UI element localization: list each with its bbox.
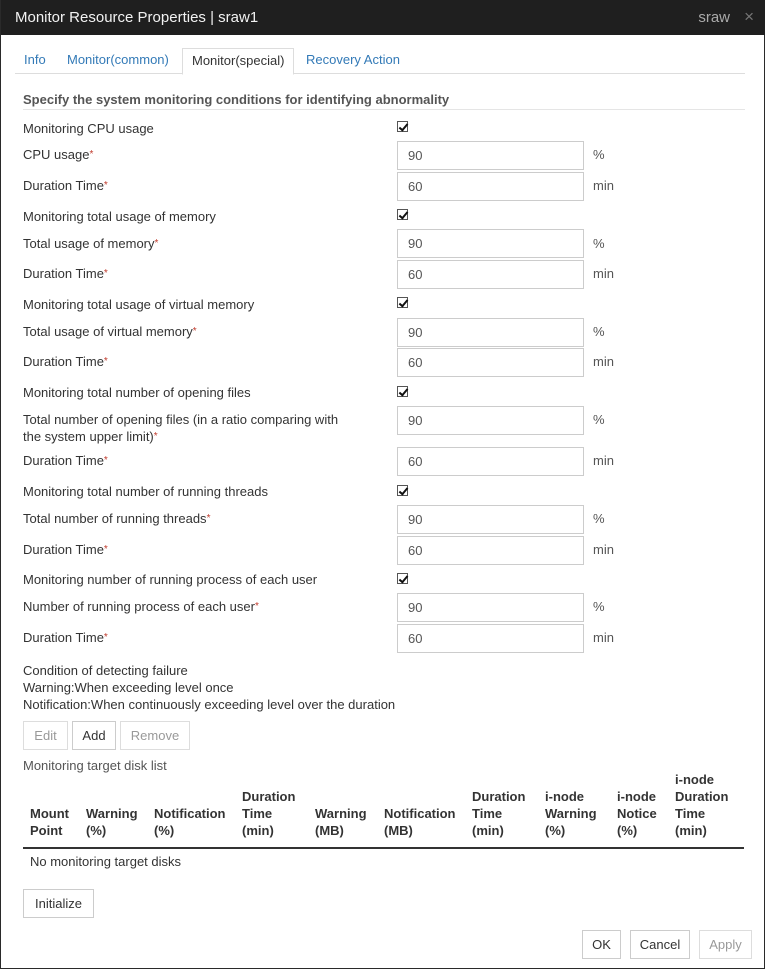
disk-list-label: Monitoring target disk list bbox=[23, 758, 167, 773]
userproc-monitor-label: Monitoring number of running process of each user bbox=[23, 572, 318, 587]
condition-title: Condition of detecting failure bbox=[23, 663, 188, 678]
memory-usage-label-text: Total usage of memory bbox=[23, 236, 155, 251]
vmem-duration-unit: min bbox=[593, 354, 614, 369]
vmem-monitor-label: Monitoring total usage of virtual memory bbox=[23, 297, 255, 312]
cpu-duration-unit: min bbox=[593, 178, 614, 193]
memory-usage-input[interactable] bbox=[397, 229, 584, 258]
col-inode-duration[interactable]: i-node Duration Time (min) bbox=[675, 772, 729, 838]
disk-list-table bbox=[23, 772, 744, 869]
cpu-usage-label-text: CPU usage bbox=[23, 147, 90, 162]
col-inode-notice[interactable]: i-node Notice (%) bbox=[617, 789, 657, 838]
files-usage-label bbox=[23, 411, 338, 445]
col-duration-time-mb[interactable]: Duration Time (min) bbox=[472, 789, 526, 838]
host-name: sraw bbox=[698, 9, 730, 26]
required-mark: * bbox=[103, 455, 108, 466]
edit-button[interactable]: Edit bbox=[23, 721, 68, 750]
empty-table-message: No monitoring target disks bbox=[30, 854, 182, 869]
required-mark: * bbox=[254, 601, 259, 612]
tab-bar bbox=[15, 48, 745, 74]
vmem-usage-unit: % bbox=[593, 324, 605, 339]
cpu-usage-input[interactable] bbox=[397, 141, 584, 170]
memory-duration-label bbox=[23, 265, 108, 282]
required-mark: * bbox=[154, 238, 159, 249]
required-mark: * bbox=[206, 513, 211, 524]
close-icon[interactable]: × bbox=[744, 7, 754, 26]
userproc-duration-input[interactable] bbox=[397, 624, 584, 653]
vmem-monitor-checkbox[interactable] bbox=[397, 297, 408, 308]
required-mark: * bbox=[103, 268, 108, 279]
required-mark: * bbox=[153, 431, 158, 442]
remove-button[interactable]: Remove bbox=[120, 721, 190, 750]
memory-monitor-label: Monitoring total usage of memory bbox=[23, 209, 216, 224]
cancel-button[interactable]: Cancel bbox=[630, 930, 690, 959]
files-usage-label-line1: Total number of opening files (in a ratio comparing with bbox=[23, 412, 339, 427]
userproc-usage-label-text: Number of running process of each user bbox=[23, 599, 255, 614]
threads-monitor-checkbox[interactable] bbox=[397, 485, 408, 496]
vmem-usage-label bbox=[23, 323, 197, 340]
cpu-duration-label bbox=[23, 177, 108, 194]
section-title: Specify the system monitoring conditions for identifying abnormality bbox=[23, 92, 745, 110]
files-monitor-label: Monitoring total number of opening files bbox=[23, 385, 251, 400]
userproc-duration-label-text: Duration Time bbox=[23, 630, 104, 645]
tab-info[interactable]: Info bbox=[24, 52, 46, 67]
vmem-duration-label bbox=[23, 353, 108, 370]
cpu-monitor-checkbox[interactable] bbox=[397, 121, 408, 132]
threads-duration-label bbox=[23, 541, 108, 558]
files-usage-label-line2: the system upper limit) bbox=[23, 429, 154, 444]
threads-usage-label bbox=[23, 510, 210, 527]
memory-duration-label-text: Duration Time bbox=[23, 266, 104, 281]
required-mark: * bbox=[103, 356, 108, 367]
files-duration-label bbox=[23, 452, 108, 469]
vmem-duration-label-text: Duration Time bbox=[23, 354, 104, 369]
userproc-duration-label bbox=[23, 629, 108, 646]
initialize-button[interactable]: Initialize bbox=[23, 889, 94, 918]
cpu-monitor-label: Monitoring CPU usage bbox=[23, 121, 154, 136]
required-mark: * bbox=[103, 180, 108, 191]
col-notification-mb[interactable]: Notification (MB) bbox=[384, 806, 456, 838]
apply-button[interactable]: Apply bbox=[699, 930, 752, 959]
required-mark: * bbox=[192, 326, 197, 337]
files-usage-unit: % bbox=[593, 412, 605, 427]
vmem-usage-input[interactable] bbox=[397, 318, 584, 347]
threads-duration-input[interactable] bbox=[397, 536, 584, 565]
title-bar bbox=[1, 0, 765, 35]
failure-condition bbox=[23, 662, 395, 713]
files-duration-input[interactable] bbox=[397, 447, 584, 476]
tab-recovery-action[interactable]: Recovery Action bbox=[306, 52, 400, 67]
threads-usage-input[interactable] bbox=[397, 505, 584, 534]
files-usage-input[interactable] bbox=[397, 406, 584, 435]
threads-usage-label-text: Total number of running threads bbox=[23, 511, 207, 526]
files-monitor-checkbox[interactable] bbox=[397, 386, 408, 397]
vmem-usage-label-text: Total usage of virtual memory bbox=[23, 324, 193, 339]
cpu-usage-unit: % bbox=[593, 147, 605, 162]
userproc-duration-unit: min bbox=[593, 630, 614, 645]
required-mark: * bbox=[103, 632, 108, 643]
required-mark: * bbox=[89, 149, 94, 160]
tab-monitor-special[interactable]: Monitor(special) bbox=[182, 48, 294, 75]
files-duration-label-text: Duration Time bbox=[23, 453, 104, 468]
ok-button[interactable]: OK bbox=[582, 930, 621, 959]
memory-duration-unit: min bbox=[593, 266, 614, 281]
userproc-usage-label bbox=[23, 598, 259, 615]
memory-usage-unit: % bbox=[593, 236, 605, 251]
condition-warning: Warning:When exceeding level once bbox=[23, 680, 234, 695]
memory-duration-input[interactable] bbox=[397, 260, 584, 289]
col-notification-pct[interactable]: Notification (%) bbox=[154, 806, 226, 838]
required-mark: * bbox=[103, 544, 108, 555]
threads-duration-label-text: Duration Time bbox=[23, 542, 104, 557]
memory-monitor-checkbox[interactable] bbox=[397, 209, 408, 220]
col-warning-mb[interactable]: Warning (MB) bbox=[315, 806, 367, 838]
col-mount-point[interactable]: Mount Point bbox=[30, 806, 69, 838]
memory-usage-label bbox=[23, 235, 158, 252]
add-button[interactable]: Add bbox=[72, 721, 116, 750]
threads-monitor-label: Monitoring total number of running threads bbox=[23, 484, 268, 499]
userproc-usage-input[interactable] bbox=[397, 593, 584, 622]
table-header bbox=[23, 772, 744, 849]
userproc-usage-unit: % bbox=[593, 599, 605, 614]
vmem-duration-input[interactable] bbox=[397, 348, 584, 377]
userproc-monitor-checkbox[interactable] bbox=[397, 573, 408, 584]
col-warning-pct[interactable]: Warning (%) bbox=[86, 806, 138, 838]
files-duration-unit: min bbox=[593, 453, 614, 468]
dialog-title: Monitor Resource Properties | sraw1 bbox=[15, 9, 259, 26]
cpu-usage-label bbox=[23, 146, 93, 163]
col-inode-warning[interactable]: i-node Warning (%) bbox=[545, 789, 597, 838]
condition-notification: Notification:When continuously exceeding level over the duration bbox=[23, 697, 396, 712]
tab-monitor-common[interactable]: Monitor(common) bbox=[67, 52, 169, 67]
cpu-duration-input[interactable] bbox=[397, 172, 584, 201]
threads-duration-unit: min bbox=[593, 542, 614, 557]
cpu-duration-label-text: Duration Time bbox=[23, 178, 104, 193]
col-duration-time[interactable]: Duration Time (min) bbox=[242, 789, 296, 838]
threads-usage-unit: % bbox=[593, 511, 605, 526]
